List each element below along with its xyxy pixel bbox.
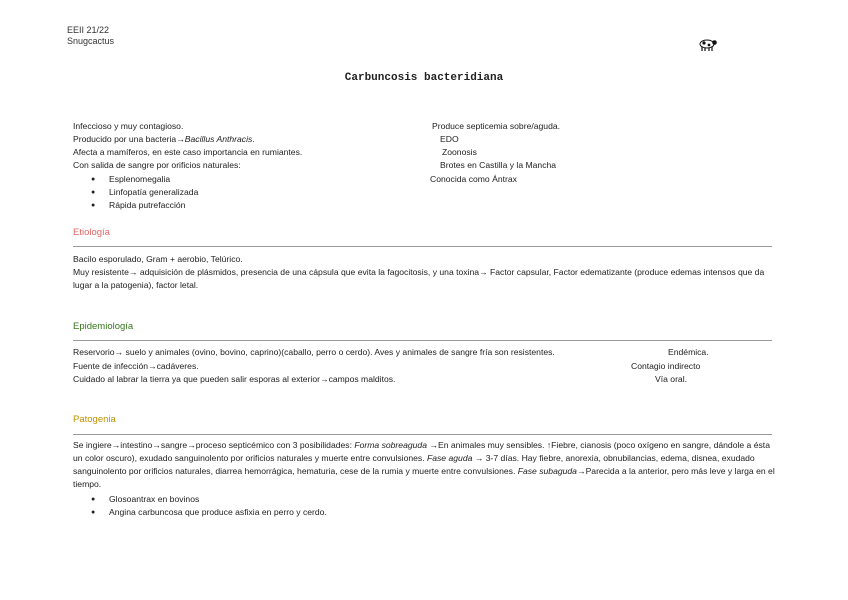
patogenia-bullet: ● Angina carbuncosa que produce asfixia en perro y cerdo.: [109, 506, 327, 519]
section-divider: [73, 340, 772, 341]
patogenia-bullet: ● Glosoantrax en bovinos: [109, 493, 199, 506]
patogenia-paragraph: Se ingiere→intestino→sangre→proceso septicémico con 3 posibilidades: Forma sobreaguda →En animales muy sensibles. ↑Fiebre, cianosis (poco oxígeno en sangre, dándole a ésta un color oscuro), exudado sanguinolento por orificios naturales y muerte entre convulsiones. Fase aguda → 3-7 días. Hay fiebre, anorexia, obnubilancias, edema, disnea, exudado sanguinolento por orificios naturales, diarrea hemorrágica, hematuria, cese de la rumia y muerte entre convulsiones. Fase subaguda→Parecida a la anterior, pero más leve y larga en el tiempo.: [73, 440, 775, 489]
intro-line-2: Producido por una bacteria→Bacillus Anthracis.: [73, 134, 255, 144]
intro-bullet: ● Rápida putrefacción: [109, 199, 185, 212]
intro-right-3: Zoonosis: [442, 147, 477, 157]
epidemiologia-row-right: Vía oral.: [655, 374, 688, 384]
intro-right-4: Brotes en Castilla y la Mancha: [440, 160, 557, 170]
intro-bullet: ● Linfopatía generalizada: [109, 186, 198, 199]
intro-line-1: Infeccioso y muy contagioso.: [73, 121, 184, 131]
intro-line-3: Afecta a mamíferos, en este caso importancia en rumiantes.: [73, 147, 303, 157]
section-divider: [73, 434, 772, 435]
intro-right-5: Conocida como Ántrax: [430, 174, 517, 184]
epidemiologia-row-right: Contagio indirecto: [631, 361, 701, 371]
section-title-patogenia: Patogenia: [73, 414, 116, 425]
header-author: Snugcactus: [67, 36, 115, 46]
header-course: EEII 21/22: [67, 25, 110, 35]
intro-line-4: Con salida de sangre por orificios naturales:: [73, 160, 241, 170]
intro-bullet: ● Esplenomegalia: [109, 173, 170, 186]
epidemiologia-row-left: Cuidado al labrar la tierra ya que pueden salir esporas al exterior→campos malditos.: [73, 374, 396, 384]
document-title: Carbuncosis bacteridiana: [344, 72, 504, 84]
section-title-epidemiologia: Epidemiología: [73, 321, 134, 332]
cow-icon: [698, 38, 718, 52]
intro-right-2: EDO: [440, 134, 459, 144]
etiologia-line-2: Muy resistente→ adquisición de plásmidos, presencia de una cápsula que evita la fagocitosis, y una toxina→ Factor capsular, Factor edematizante (produce edemas intensos que da lugar a la patogenia), factor letal.: [73, 267, 765, 290]
epidemiologia-row-right: Endémica.: [668, 347, 709, 357]
etiologia-line-1: Bacilo esporulado, Gram + aerobio, Telúrico.: [73, 254, 243, 264]
section-divider: [73, 246, 772, 247]
epidemiologia-row-left: Reservorio→ suelo y animales (ovino, bovino, caprino)(caballo, perro o cerdo). Aves y animales de sangre fría son resistentes.: [73, 347, 555, 357]
intro-right-1: Produce septicemia sobre/aguda.: [432, 121, 561, 131]
epidemiologia-row-left: Fuente de infección→cadáveres.: [73, 361, 199, 371]
section-title-etiologia: Etiología: [73, 227, 110, 238]
